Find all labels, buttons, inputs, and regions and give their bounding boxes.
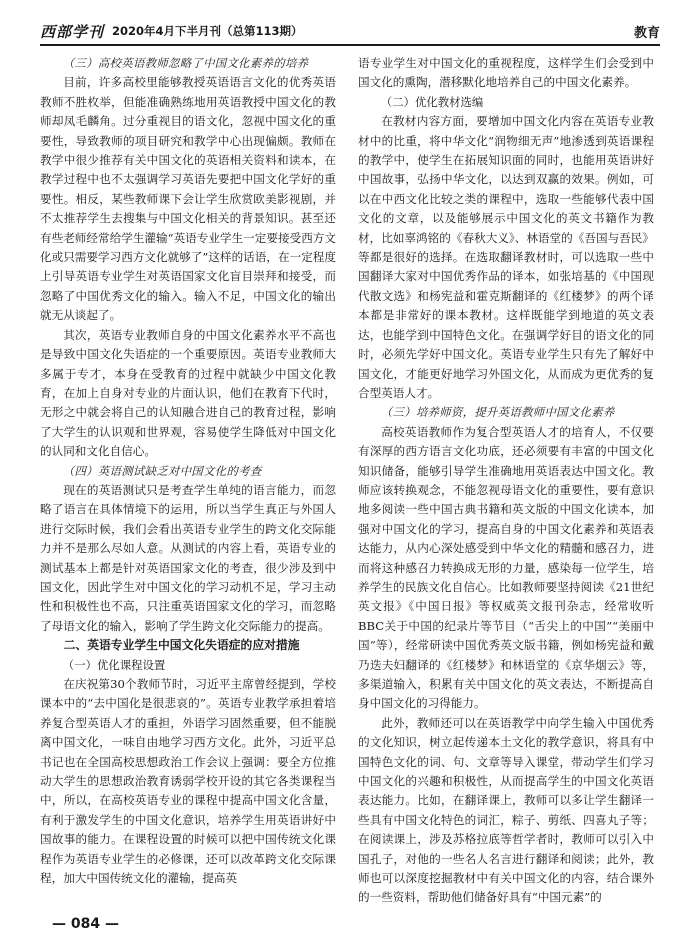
paragraph: 语专业学生对中国文化的重视程度，这样学生们会受到中国文化的熏陶，潜移默化地培养自己的中国文化素养。 <box>358 56 654 90</box>
subsection-heading: （一）优化课程设置 <box>62 657 166 672</box>
left-column <box>40 54 336 912</box>
paragraph: 现在的英语测试只是考查学生单纯的语言能力，而忽略了语言在具体情境下的运用，所以当学生真正与外国人进行交际时候，我们会看出英语专业学生的跨文化交际能力并不是那么尽如人意。从测试的内容上看，英语专业的测试基本上都是针对英语国家文化的考查，很少涉及到中国文化，因此学生对中国文化的学习动机不足，学习主动性和积极性也不高，只注重英语国家文化的学习，而忽略了母语文化的输入，影响了学生跨文化交际能力的提高。 <box>40 482 336 633</box>
page-number: — 084 — <box>52 916 119 932</box>
paragraph: 在教材内容方面，要增加中国文化内容在英语专业教材中的比重，将中华文化“润物细无声”地渗透到英语课程的教学中，使学生在拓展知识面的同时，也能用英语讲好中国故事，弘扬中华文化，以达到双赢的效果。例如，可以在中西文化比较之类的课程中，选取一些能够代表中国文化的文章，以及能够展示中国文化的英文书籍作为教材，比如辜鸿铭的《春秋大义》、林语堂的《吾国与吾民》等都是很好的选择。在选取翻译教材时，可以选取一些中国翻译大家对中国优秀作品的译本，如张培基的《中国现代散文选》和杨宪益和霍克斯翻译的《红楼梦》的两个译本都是非常好的课本教材。这样既能学到地道的英文表达，也能学到中国特色文化。在强调学好目的语文化的同时，必须先学好中国文化。英语专业学生只有先了解好中国文化，才能更好地学习外国文化，从而成为更优秀的复合型英语人才。 <box>358 114 654 400</box>
journal-logo: 西部学刊 <box>40 23 105 41</box>
paragraph: 在庆祝第30个教师节时，习近平主席曾经提到，学校课本中的“去中国化是很悲哀的”。英语专业教学承担着培养复合型英语人才的重担，外语学习固然重要，但不能脱离中国文化，一味自由地学习西方文化。此外，习近平总书记也在全国高校思想政治工作会议上强调：要全方位推动大学生的思想政治教育诱弱学校开设的其它各类课程当中，所以，在高校英语专业的课程中提高中国文化含量，有利于激发学生的中国文化意识，培养学生用英语讲好中国故事的能力。在课程设置的时候可以把中国传统文化课程作为英语专业学生的必修课，还可以改革跨文化交际课程，加大中国传统文化的灌输，提高英 <box>40 677 336 886</box>
subsection-heading: （四）英语测试缺乏对中国文化的考查 <box>62 463 262 478</box>
paragraph: 高校英语教师作为复合型英语人才的培育人，不仅要有深厚的西方语言文化功底，还必须要有丰富的中国文化知识储备，能够引导学生准确地用英语表达中国文化。教师应该转换观念，不能忽视母语文化的重要性，要有意识地多阅读一些中国古典书籍和英文版的中国文化读本，加强对中国文化的学习，提高自身的中国文化素养和英语表达能力，从内心深处感受到中华文化的精髓和感召力，进而将这种感召力转换成无形的力量，感染每一位学生，培养学生的民族文化自信心。比如教师要坚持阅读《21世纪英文报》《中国日报》等权威英文报刊杂志，经常收听BBC关于中国的纪录片等节目（“舌尖上的中国”“美丽中国”等），经常研读中国优秀英文版书籍，例如杨宪益和戴乃迭夫妇翻译的《红楼梦》和林语堂的《京华烟云》等，多渠道输入，积累有关中国文化的英文表达，不断提高自身中国文化的习得能力。 <box>358 424 654 711</box>
subsection-heading: （三）培养师资，提升英语教师中国文化素养 <box>380 405 615 420</box>
section-heading: 二、英语专业学生中国文化失语症的应对措施 <box>63 638 300 653</box>
right-column <box>358 54 654 912</box>
section-label: 教育 <box>633 26 660 41</box>
issue-info: 2020年4月下半月刊（总第113期） <box>112 24 303 38</box>
subsection-heading: （三）高校英语教师忽略了中国文化素养的培养 <box>62 56 309 70</box>
subsection-heading: （二）优化教材选编 <box>380 94 484 109</box>
paragraph: 其次，英语专业教师自身的中国文化素养水平不高也是导致中国文化失语症的一个重要原因。英语专业教师大多属于专才，本身在受教育的过程中就缺少中国文化教育，在加上自身对专业的片面认识，他们在教育下代时，无形之中就会将自己的认知融合进自己的教育过程，影响了大学生的认识观和世界观，容易使学生降低对中国文化的认同和文化自信心。 <box>40 327 336 459</box>
paragraph: 此外，教师还可以在英语教学中向学生输入中国优秀的文化知识，树立起传递本土文化的教学意识，将具有中国特色文化的词、句、文章等导入课堂，带动学生们学习中国文化的兴趣和积极性，从而提高学生的中国文化英语表达能力。比如，在翻译课上，教师可以多让学生翻译一些具有中国文化特色的词汇，粽子、剪纸、四喜丸子等；在阅读课上，涉及苏格拉底等哲学者时，教师可以引入中国孔子，对他的一些名人名言进行翻译和阅读；此外，教师也可以深度挖掘教材中有关中国文化的内容，结合课外的一些资料，帮助他们储备好具有“中国元素”的 <box>358 715 654 905</box>
paragraph: 目前，许多高校里能够教授英语语言文化的优秀英语教师不胜枚举，但能准确熟练地用英语教授中国文化的教师却凤毛麟角。过分重视目的语文化，忽视中国文化的重要性，导致教师的项目研究和教学中心出现偏颇。教师在教学中很少推荐有关中国文化的英语相关资料和读本，在教学过程中也不太强调学习英语先要把中国文化学好的重要性。相反，某些教师课下会让学生欣赏欧美影视剧，并不太推荐学生去搜集与中国文化相关的背景知识。甚至还有些老师经常给学生灌输“英语专业学生一定要接受西方文化或只需要学习西方文化就够了”这样的话语，在一定程度上引导英语专业学生对英语国家文化盲目崇拜和接受，而忽略了中国优秀文化的输入。输入不足，中国文化的输出就无从谈起了。 <box>40 75 336 323</box>
page-header <box>40 20 660 46</box>
